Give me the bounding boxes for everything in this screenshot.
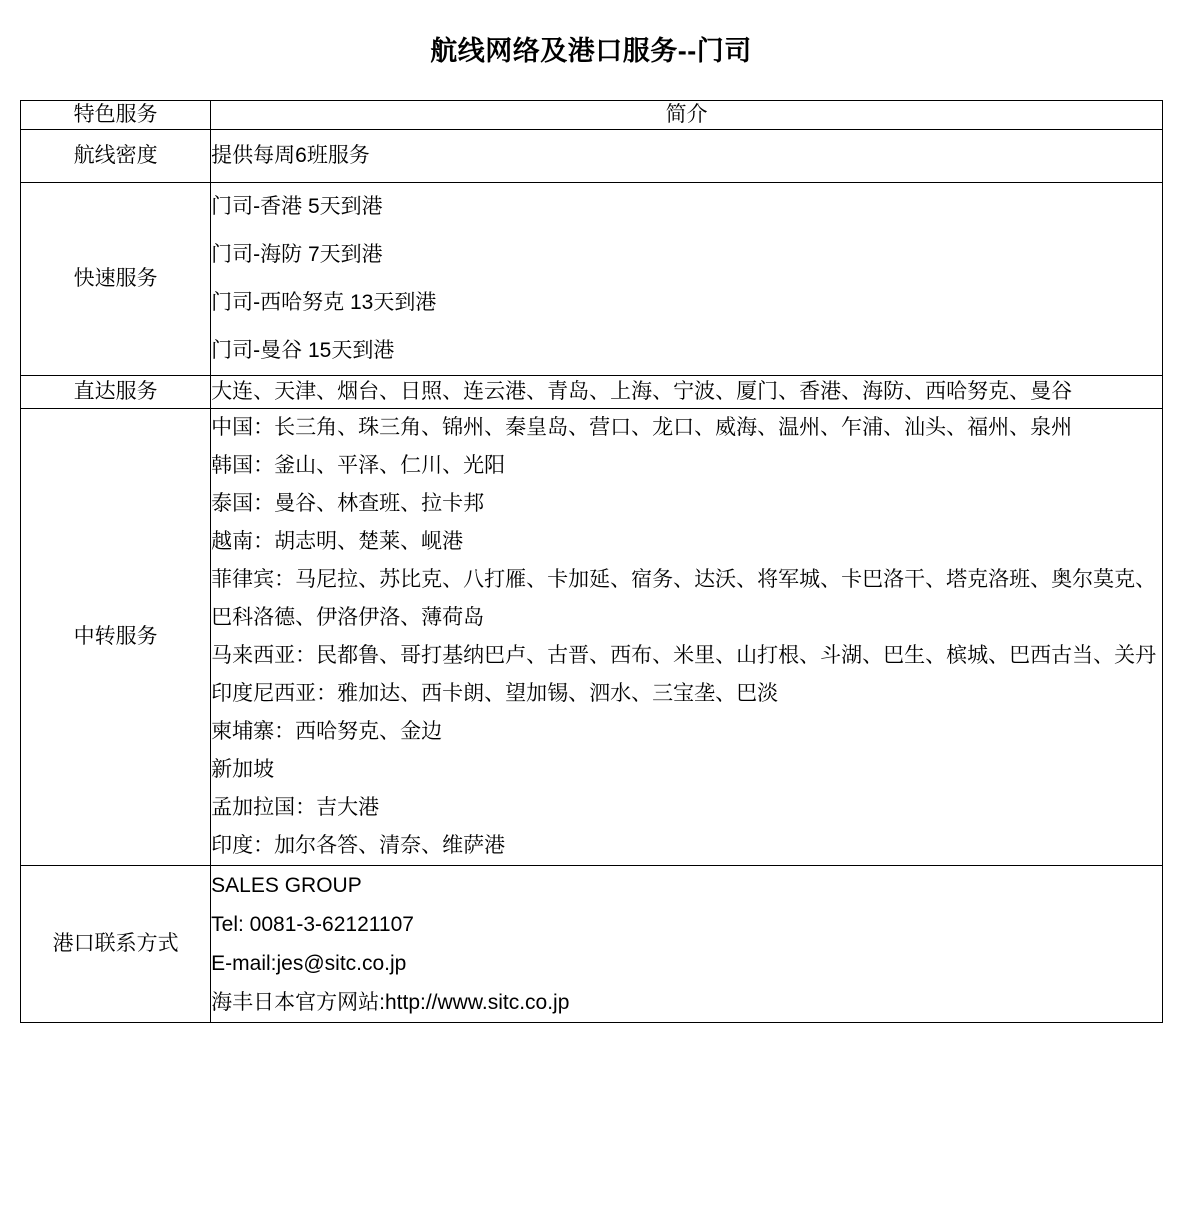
text-line-indonesia: 印度尼西亚：雅加达、西卡朗、望加锡、泗水、三宝垄、巴淡 [211, 682, 779, 705]
page-title: 航线网络及港口服务--门司 [430, 36, 752, 66]
row-label-port-contact: 港口联系方式 [21, 866, 211, 1023]
row-value-port-contact [211, 866, 1163, 1023]
text-line-korea: 韩国：釜山、平泽、仁川、光阳 [211, 454, 506, 477]
text-line-thailand: 泰国：曼谷、林查班、拉卡邦 [211, 492, 485, 515]
text-line-malaysia: 马来西亚：民都鲁、哥打基纳巴卢、古晋、西布、米里、山打根、斗湖、巴生、槟城、巴西古当、关丹 [211, 644, 1157, 667]
text-line: 门司-曼谷 15天到港 [211, 339, 395, 362]
text-line-philippines: 菲律宾：马尼拉、苏比克、八打雁、卡加延、宿务、达沃、将军城、卡巴洛干、塔克洛班、奥尔莫克、巴科洛德、伊洛伊洛、薄荷岛 [211, 568, 1157, 629]
table-row [21, 866, 1163, 1023]
row-label-route-density: 航线密度 [21, 130, 211, 183]
text-line: 门司-香港 5天到港 [211, 195, 383, 218]
row-label-express-service: 快速服务 [21, 183, 211, 376]
contact-email: E-mail:jes@sitc.co.jp [211, 952, 407, 975]
row-value-direct-service [211, 376, 1163, 409]
row-label-direct-service: 直达服务 [21, 376, 211, 409]
text-line-singapore: 新加坡 [211, 758, 275, 781]
table-row [21, 376, 1163, 409]
contact-phone: Tel: 0081-3-62121107 [211, 913, 414, 936]
row-value-route-density [211, 130, 1163, 183]
row-label-transit-service: 中转服务 [21, 409, 211, 866]
column-header-description: 简介 [211, 101, 1163, 130]
contact-website: 海丰日本官方网站:http://www.sitc.co.jp [211, 991, 570, 1014]
row-value-transit-service [211, 409, 1163, 866]
text-line-bangladesh: 孟加拉国：吉大港 [211, 796, 380, 819]
text-line-vietnam: 越南：胡志明、楚莱、岘港 [211, 530, 464, 553]
text-line: 门司-西哈努克 13天到港 [211, 291, 437, 314]
text-line-cambodia: 柬埔寨：西哈努克、金边 [211, 720, 443, 743]
text-line: 门司-海防 7天到港 [211, 243, 383, 266]
table-row [21, 183, 1163, 376]
table-row [21, 409, 1163, 866]
table-row [21, 130, 1163, 183]
service-table [20, 100, 1163, 1023]
column-header-feature: 特色服务 [21, 101, 211, 130]
text-line: 提供每周6班服务 [211, 144, 370, 167]
text-line-india: 印度：加尔各答、清奈、维萨港 [211, 834, 506, 857]
contact-sales-group: SALES GROUP [211, 874, 362, 897]
text-line: 大连、天津、烟台、日照、连云港、青岛、上海、宁波、厦门、香港、海防、西哈努克、曼谷 [211, 380, 1073, 403]
table-header-row [21, 101, 1163, 130]
text-line-china: 中国：长三角、珠三角、锦州、秦皇岛、营口、龙口、威海、温州、乍浦、汕头、福州、泉州 [211, 416, 1073, 439]
row-value-express-service [211, 183, 1163, 376]
